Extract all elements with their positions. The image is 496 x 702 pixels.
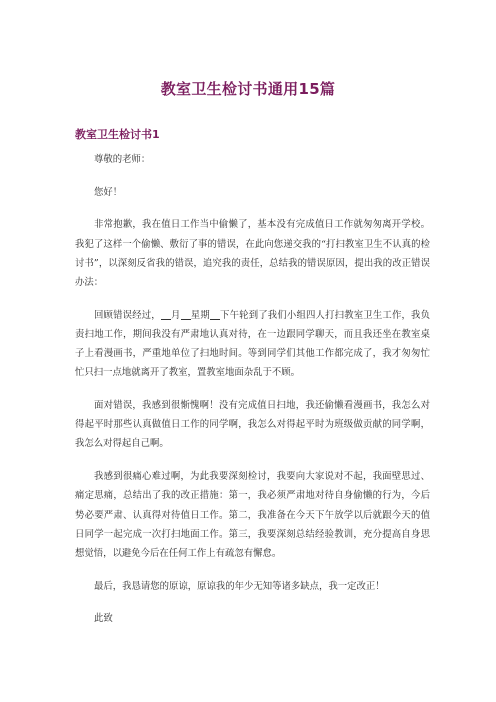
blank-weekday	[181, 308, 191, 320]
closing: 此致	[94, 613, 113, 625]
greeting: 您好！	[94, 186, 123, 198]
month-label: 月	[170, 309, 181, 321]
document-title: 教室卫生检讨书通用15篇	[160, 80, 336, 98]
letter-body	[75, 150, 430, 642]
paragraph-review	[75, 306, 430, 383]
blank-day	[210, 308, 220, 320]
paragraph-reflection: 面对错误，我感到很惭愧啊！没有完成值日扫地，我还偷懒看漫画书，我怎么对得起平时那些认真做值日工作的同学啊，我怎么对得起平时为班级做贡献的同学啊，我怎么对得起自己啊。	[75, 400, 430, 450]
paragraph-measures: 我感到很痛心难过啊，为此我要深刻检讨，我要向大家说对不起，我面壁思过、痛定思痛，总结出了我的改正措施：第一，我必须严肃地对待自身偷懒的行为，今后势必要严肃、认真得对待值日工作。第二，我准备在今天下午放学以后就跟今天的值日同学一起完成一次打扫地面工作。第三，我要深刻总结经验教训，充分提高自身思想觉悟，以避免今后在任何工作上有疏忽有懈怠。	[75, 471, 430, 559]
salutation: 尊敬的老师：	[94, 154, 151, 165]
blank-month	[161, 308, 171, 320]
paragraph-apology: 非常抱歉，我在值日工作当中偷懒了，基本没有完成值日工作就匆匆离开学校。我犯了这样一个偷懒、敷衍了事的错误，在此向您递交我的“打扫教室卫生不认真的检讨书”，以深刻反省我的错误，追究我的责任，总结我的错误原因，提出我的改正错误办法：	[75, 219, 430, 289]
weekday-label: 星期	[190, 309, 210, 321]
review-lead: 回顾错误经过，	[94, 309, 161, 321]
paragraph-closing-plea: 最后，我恳请您的原谅，原谅我的年少无知等诸多缺点，我一定改正！	[94, 580, 385, 592]
section-heading: 教室卫生检讨书1	[75, 128, 160, 141]
review-rest: 下午轮到了我们小组四人打扫教室卫生工作，我负责扫地工作，期间我没有严肃地认真对待，在一边跟同学聊天，而且我还坐在教室桌子上看漫画书，严重地单位了扫地时间。等到同学们其他工作都完成了，我才匆匆忙忙只扫一点地就离开了教室，置教室地面杂乱于不顾。	[75, 309, 430, 379]
